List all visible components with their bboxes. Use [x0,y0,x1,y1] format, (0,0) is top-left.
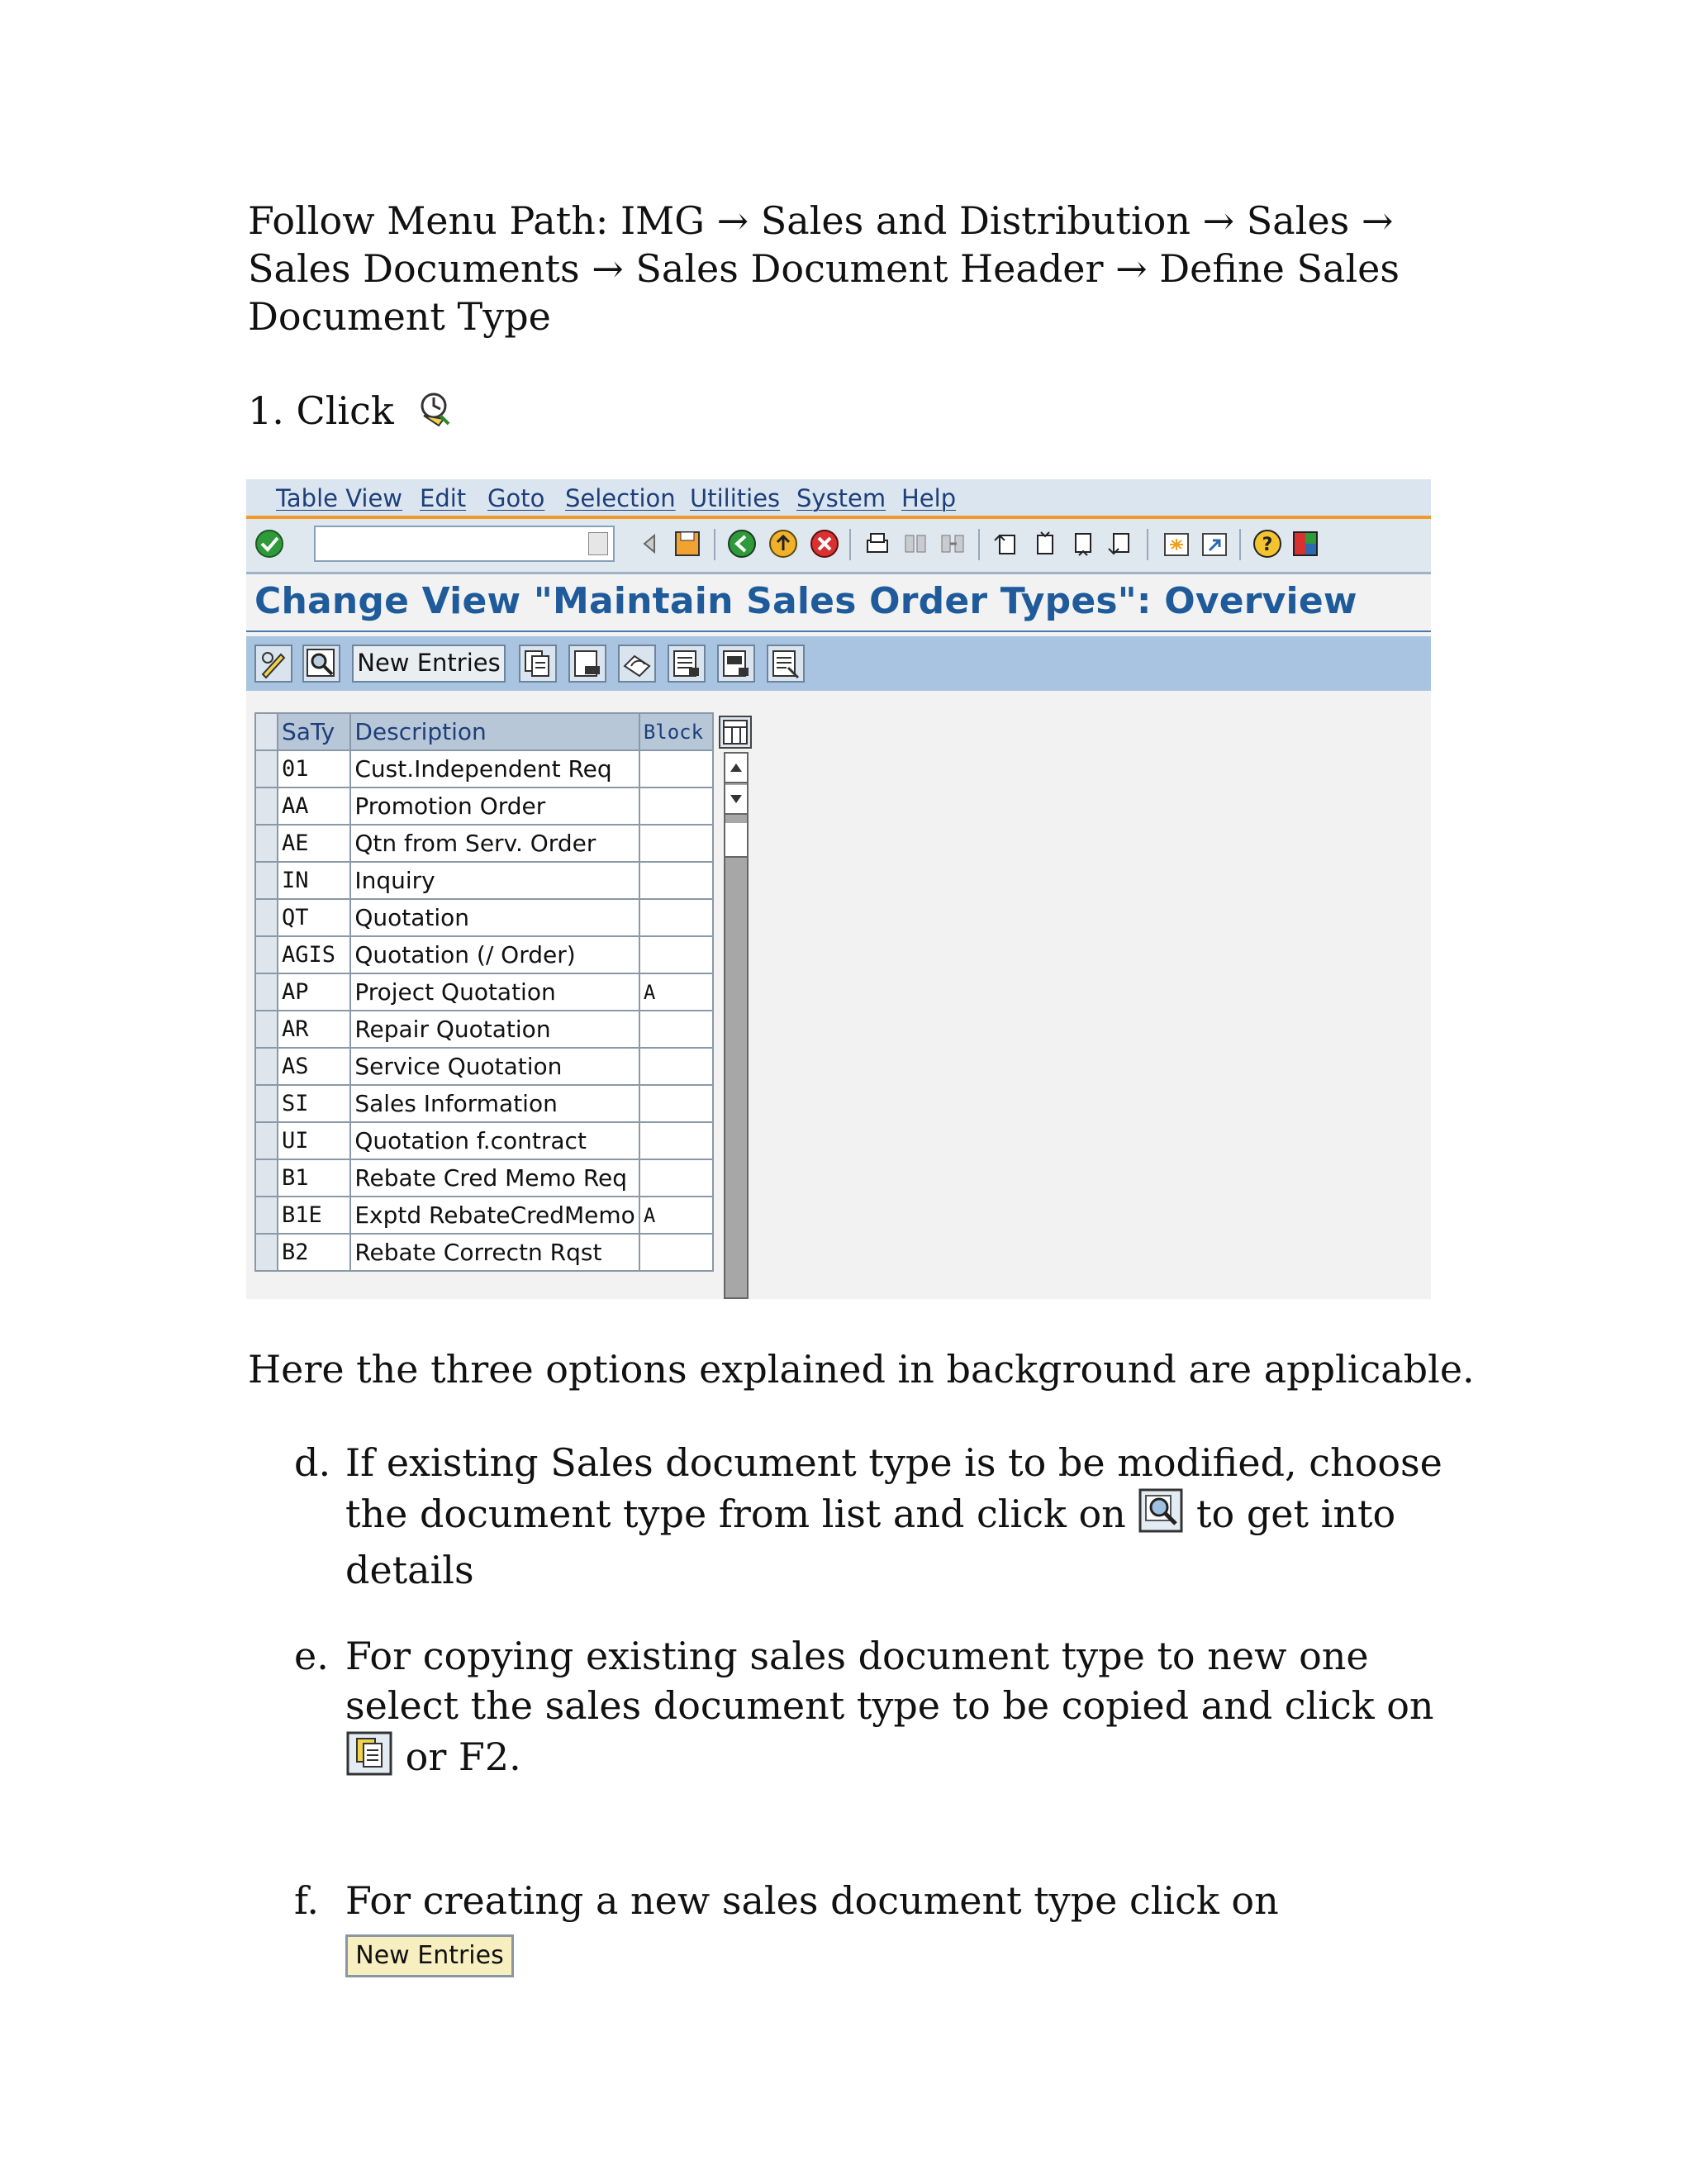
table-row[interactable] [255,1234,713,1271]
table-header-row [255,713,713,750]
cell-saty[interactable]: AGIS [278,936,350,973]
menu-path [248,197,1438,340]
menu-help[interactable]: Help [901,484,957,512]
option-e-text-end: or F2. [405,1734,521,1779]
cell-block[interactable] [639,1122,713,1159]
table-row[interactable] [255,1085,713,1122]
cell-description[interactable]: Rebate Correctn Rqst [350,1234,639,1271]
menu-goto[interactable]: Goto [487,484,545,512]
cell-block[interactable] [639,862,713,899]
enter-check-icon[interactable] [254,529,284,559]
cell-description[interactable]: Rebate Cred Memo Req [350,1159,639,1197]
table-settings-icon[interactable] [719,716,752,749]
details-magnifier-icon [1138,1487,1184,1545]
cell-saty[interactable]: UI [278,1122,350,1159]
undo-change-button[interactable] [618,645,656,683]
row-selector[interactable] [255,899,278,936]
delete-icon [570,646,605,681]
new-entries-button[interactable]: New Entries [352,645,506,683]
shortcut-icon[interactable] [1200,529,1229,559]
copy-as-button[interactable] [519,645,557,683]
back-icon[interactable] [727,529,757,559]
command-field[interactable] [314,526,615,562]
cell-saty[interactable]: 01 [278,750,350,787]
pencil-glasses-icon [256,646,291,681]
sales-order-types-table [254,712,714,1272]
sap-screenshot [246,479,1431,1299]
row-selector[interactable] [255,1159,278,1197]
toolbar-separator [714,529,715,560]
menu-table-view[interactable]: Table View [276,484,403,512]
screen-title: Change View "Maintain Sales Order Types": Overview [254,580,1357,622]
find-icon[interactable] [901,529,930,559]
cell-block[interactable] [639,1085,713,1122]
option-f-label: f. [294,1878,320,1923]
copy-as-icon [345,1730,393,1788]
table-row[interactable] [255,750,713,787]
print-icon[interactable] [863,529,892,559]
menu-path-line: Follow Menu Path: IMG → Sales and Distribution → Sales → [248,198,1394,243]
column-header-saty[interactable]: SaTy [278,713,350,750]
table-row[interactable] [255,1048,713,1085]
delete-button[interactable] [568,645,606,683]
table-row[interactable] [255,1159,713,1197]
cell-block[interactable] [639,1159,713,1197]
cell-description[interactable]: Quotation f.contract [350,1122,639,1159]
row-selector[interactable] [255,1234,278,1271]
cell-saty[interactable]: AA [278,787,350,825]
find-next-icon[interactable] [939,529,968,559]
cell-saty[interactable]: B1E [278,1197,350,1234]
step-1 [248,388,452,436]
cell-description[interactable]: Cust.Independent Req [350,750,639,787]
cell-saty[interactable]: AE [278,825,350,862]
table-row[interactable] [255,936,713,973]
cell-saty[interactable]: B1 [278,1159,350,1197]
cell-block[interactable] [639,1048,713,1085]
undo-icon [620,646,654,681]
row-selector[interactable] [255,973,278,1011]
toolbar-separator [1239,529,1241,560]
triangle-up-icon [725,754,747,782]
cell-block[interactable] [639,825,713,862]
table-row[interactable] [255,1122,713,1159]
save-icon[interactable] [673,529,702,559]
cell-saty[interactable]: AR [278,1011,350,1048]
cell-block[interactable] [639,1011,713,1048]
scroll-thumb[interactable] [725,823,747,858]
table-row[interactable] [255,862,713,899]
cell-block[interactable] [639,899,713,936]
menu-edit[interactable]: Edit [420,484,467,512]
new-session-icon[interactable] [1162,529,1191,559]
cell-description[interactable]: Inquiry [350,862,639,899]
next-page-icon[interactable] [1067,529,1097,559]
option-e-label: e. [294,1634,329,1678]
option-f [294,1876,1442,1991]
row-selector[interactable] [255,1197,278,1234]
cell-saty[interactable]: IN [278,862,350,899]
option-d [294,1438,1442,1595]
sales-order-types-table-wrap [254,712,714,1299]
details-button[interactable] [302,645,340,683]
last-page-icon[interactable] [1105,529,1135,559]
title-underline [246,630,1431,632]
menu-utilities[interactable]: Utilities [690,484,781,512]
row-selector[interactable] [255,825,278,862]
options-paragraph: Here the three options explained in background are applicable. [248,1347,1475,1392]
cell-saty[interactable]: AP [278,973,350,1011]
table-row[interactable] [255,1197,713,1234]
select-block-icon [719,646,753,681]
toolbar-separator [978,529,980,560]
row-selector[interactable] [255,1011,278,1048]
table-row[interactable] [255,1011,713,1048]
row-selector[interactable] [255,750,278,787]
row-selector[interactable] [255,787,278,825]
select-all-button[interactable] [668,645,706,683]
cell-description[interactable]: Sales Information [350,1085,639,1122]
sap-menu-bar [246,479,1431,519]
option-d-text: If existing Sales document type is to be modified, choose the document type from list and click on [345,1440,1442,1536]
select-all-column[interactable] [255,713,278,750]
vertical-scrollbar[interactable] [724,752,749,1299]
layout-menu-icon[interactable] [1290,529,1320,559]
cell-description[interactable]: Repair Quotation [350,1011,639,1048]
menu-path-line: Document Type [248,294,551,339]
cell-description[interactable]: Exptd RebateCredMemo [350,1197,639,1234]
toolbar-separator [849,529,851,560]
application-toolbar [246,636,1431,691]
cell-saty[interactable]: B2 [278,1234,350,1271]
deselect-all-icon [768,646,803,681]
cell-description[interactable]: Project Quotation [350,973,639,1011]
exit-icon[interactable] [768,529,798,559]
menu-system[interactable]: System [796,484,886,512]
table-row[interactable] [255,825,713,862]
menu-path-line: Sales Documents → Sales Document Header → Define Sales [248,246,1400,291]
row-selector[interactable] [255,862,278,899]
cell-block[interactable] [639,787,713,825]
toolbar-separator [1147,529,1148,560]
cell-saty[interactable]: SI [278,1085,350,1122]
scroll-up-button[interactable] [725,754,747,783]
row-selector[interactable] [255,1085,278,1122]
table-row[interactable] [255,899,713,936]
cell-description[interactable]: Quotation (/ Order) [350,936,639,973]
cancel-icon[interactable] [810,529,839,559]
table-row[interactable] [255,973,713,1011]
display-change-icon [416,391,452,436]
select-all-icon [669,646,704,681]
deselect-all-button[interactable] [767,645,805,683]
cell-block[interactable] [639,750,713,787]
menu-selection[interactable]: Selection [565,484,676,512]
svg-text:?: ? [1262,535,1273,555]
option-e [294,1631,1442,1796]
new-entries-button-image: New Entries [345,1934,514,1977]
previous-page-icon[interactable] [1029,529,1059,559]
cell-block[interactable] [639,1234,713,1271]
cell-saty[interactable]: AS [278,1048,350,1085]
row-selector[interactable] [255,1048,278,1085]
option-e-text: For copying existing sales document type to new one select the sales document type to be copied and click on [345,1634,1434,1728]
cell-description[interactable]: Promotion Order [350,787,639,825]
history-back-icon[interactable] [634,529,664,559]
cell-description[interactable]: Qtn from Serv. Order [350,825,639,862]
help-icon[interactable] [1252,529,1282,559]
option-f-text: For creating a new sales document type click on [345,1878,1279,1923]
step-1-label: 1. Click [248,388,394,433]
first-page-icon[interactable] [991,529,1021,559]
cell-description[interactable]: Quotation [350,899,639,936]
option-d-text-end: to get into details [345,1492,1396,1592]
cell-description[interactable]: Service Quotation [350,1048,639,1085]
cell-block[interactable] [639,936,713,973]
triangle-down-icon [725,785,747,813]
sap-standard-toolbar [246,519,1431,574]
table-row[interactable] [255,787,713,825]
copy-icon [520,646,555,681]
select-block-button[interactable] [717,645,755,683]
display-change-button[interactable] [254,645,292,683]
row-selector[interactable] [255,1122,278,1159]
cell-saty[interactable]: QT [278,899,350,936]
command-field-dropdown[interactable] [588,532,608,555]
row-selector[interactable] [255,936,278,973]
magnifier-icon [304,646,339,681]
column-header-description[interactable]: Description [350,713,639,750]
option-d-label: d. [294,1440,331,1485]
scroll-down-button[interactable] [725,785,747,815]
cell-block[interactable]: A [639,1197,713,1234]
column-header-block[interactable]: Block [639,713,713,750]
cell-block[interactable]: A [639,973,713,1011]
